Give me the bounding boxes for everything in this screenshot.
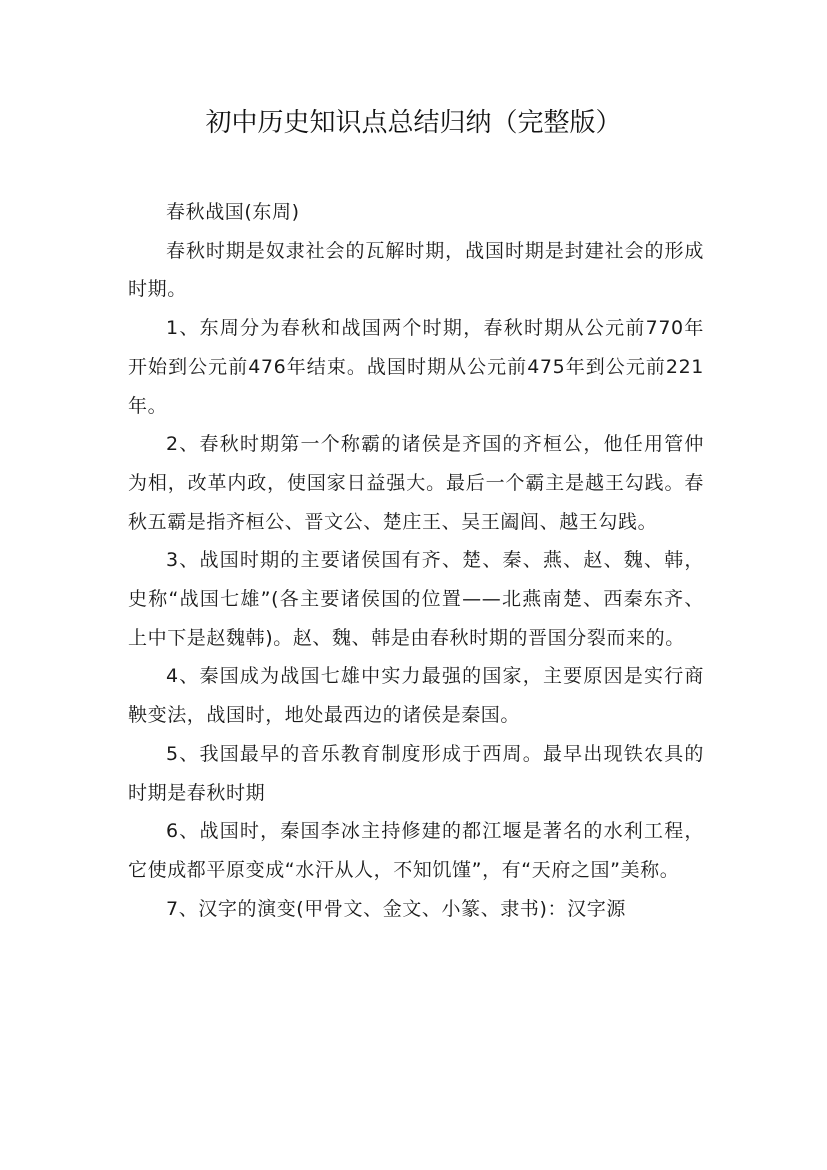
paragraph-4: 2、春秋时期第一个称霸的诸侯是齐国的齐桓公，他任用管仲为相，改革内政，使国家日益强大。最后一个霸主是越王勾践。春秋五霸是指齐桓公、晋文公、楚庄王、吴王阖闾、越王勾践。 [128,433,704,533]
paragraph-2: 春秋时期是奴隶社会的瓦解时期，战国时期是封建社会的形成时期。 [128,239,704,301]
document-body [128,193,704,928]
paragraph-3: 1、东周分为春秋和战国两个时期，春秋时期从公元前770年开始到公元前476年结束。战国时期从公元前475年到公元前221年。 [128,317,704,417]
paragraph-1: 春秋战国(东周) [166,201,300,223]
paragraph-5: 3、战国时期的主要诸侯国有齐、楚、秦、燕、赵、魏、韩，史称“战国七雄”(各主要诸侯国的位置——北燕南楚、西秦东齐、上中下是赵魏韩)。赵、魏、韩是由春秋时期的晋国分裂而来的。 [128,549,704,649]
paragraph-9: 7、汉字的演变(甲骨文、金文、小篆、隶书)：汉字源 [166,897,626,920]
paragraph-7: 5、我国最早的音乐教育制度形成于西周。最早出现铁农具的时期是春秋时期 [128,742,704,804]
paragraph-6: 4、秦国成为战国七雄中实力最强的国家，主要原因是实行商鞅变法，战国时，地处最西边的诸侯是秦国。 [128,665,704,727]
paragraph-8: 6、战国时，秦国李冰主持修建的都江堰是著名的水利工程，它使成都平原变成“水汗从人，不知饥馑”，有“天府之国”美称。 [128,820,704,881]
document-title: 初中历史知识点总结归纳（完整版） [205,108,622,138]
